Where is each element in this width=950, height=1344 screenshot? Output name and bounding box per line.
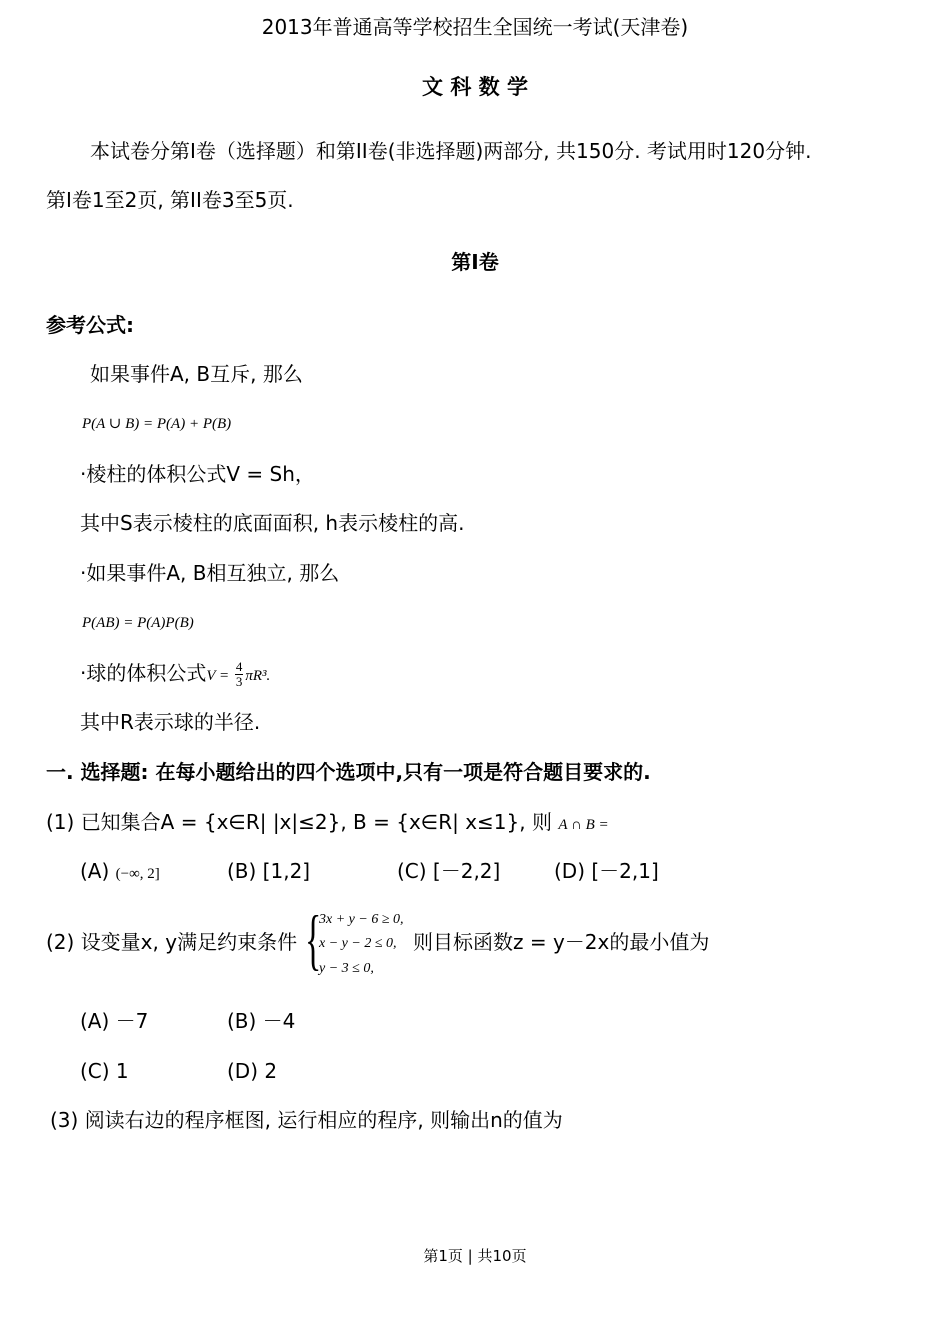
fraction <box>235 660 244 689</box>
constraint-2: x − y − 2 ≤ 0, <box>319 936 397 951</box>
question-2-stem-post: 则目标函数z = y－2x的最小值为 <box>413 930 710 954</box>
intro-line-2: 第I卷1至2页, 第II卷3至5页. <box>46 188 294 212</box>
formula-3: P(AB) = P(A)P(B) <box>82 615 194 631</box>
intro-line-1: 本试卷分第I卷（选择题）和第II卷(非选择题)两部分, 共150分. 考试用时120分钟. <box>90 139 812 163</box>
q2-option-d: (D) 2 <box>227 1059 278 1083</box>
q1-option-b: (B) [1,2] <box>227 859 311 883</box>
fraction-numerator: 4 <box>235 659 243 674</box>
q2-option-b: (B) －4 <box>227 1009 296 1033</box>
formulas-heading: 参考公式: <box>46 313 134 337</box>
q1-option-d: (D) [－2,1] <box>554 859 659 883</box>
question-2-stem-pre: (2) 设变量x, y满足约束条件 <box>46 930 298 954</box>
formula-1: P(A ∪ B) = P(A) + P(B) <box>82 416 232 432</box>
q1-option-a-math: (−∞, 2] <box>115 866 160 882</box>
question-1-stem <box>46 808 609 839</box>
constraint-brace: { <box>305 901 322 977</box>
formula-2-text: ·棱柱的体积公式V = Sh， <box>80 462 315 486</box>
q1-option-a-label: (A) <box>80 859 110 883</box>
formula-2-note: 其中S表示棱柱的底面面积, h表示棱柱的高. <box>80 511 465 535</box>
constraint-3: y − 3 ≤ 0, <box>319 961 374 976</box>
fraction-denominator: 3 <box>235 674 243 689</box>
formula-4 <box>80 655 270 694</box>
page-footer: 第1页 | 共10页 <box>423 1247 527 1265</box>
constraint-1: 3x + y − 6 ≥ 0, <box>319 912 404 927</box>
formula-4-rhs: πR³. <box>245 668 271 684</box>
question-1-text: (1) 已知集合A = {x∈R| |x|≤2}, B = {x∈R| x≤1}, 则 <box>46 810 552 834</box>
q2-option-a: (A) －7 <box>80 1009 149 1033</box>
q1-option-a <box>80 857 160 888</box>
formula-4-note: 其中R表示球的半径. <box>80 710 261 734</box>
section-1-heading: 一. 选择题: 在每小题给出的四个选项中,只有一项是符合题目要求的. <box>46 760 651 784</box>
question-3-stem: (3) 阅读右边的程序框图, 运行相应的程序, 则输出n的值为 <box>50 1108 563 1132</box>
q2-option-c: (C) 1 <box>80 1059 129 1083</box>
formula-4-lhs: V = <box>206 668 233 684</box>
formula-3-text: ·如果事件A, B相互独立, 那么 <box>80 561 340 585</box>
exam-title: 2013年普通高等学校招生全国统一考试(天津卷) <box>261 15 689 39</box>
formula-1-text: 如果事件A, B互斥, 那么 <box>90 362 303 386</box>
question-1-math: A ∩ B = <box>558 817 609 833</box>
subject-title: 文 科 数 学 <box>422 75 528 99</box>
formula-4-text: ·球的体积公式 <box>80 661 207 685</box>
part1-title: 第I卷 <box>451 250 499 274</box>
q1-option-c: (C) [－2,2] <box>397 859 501 883</box>
